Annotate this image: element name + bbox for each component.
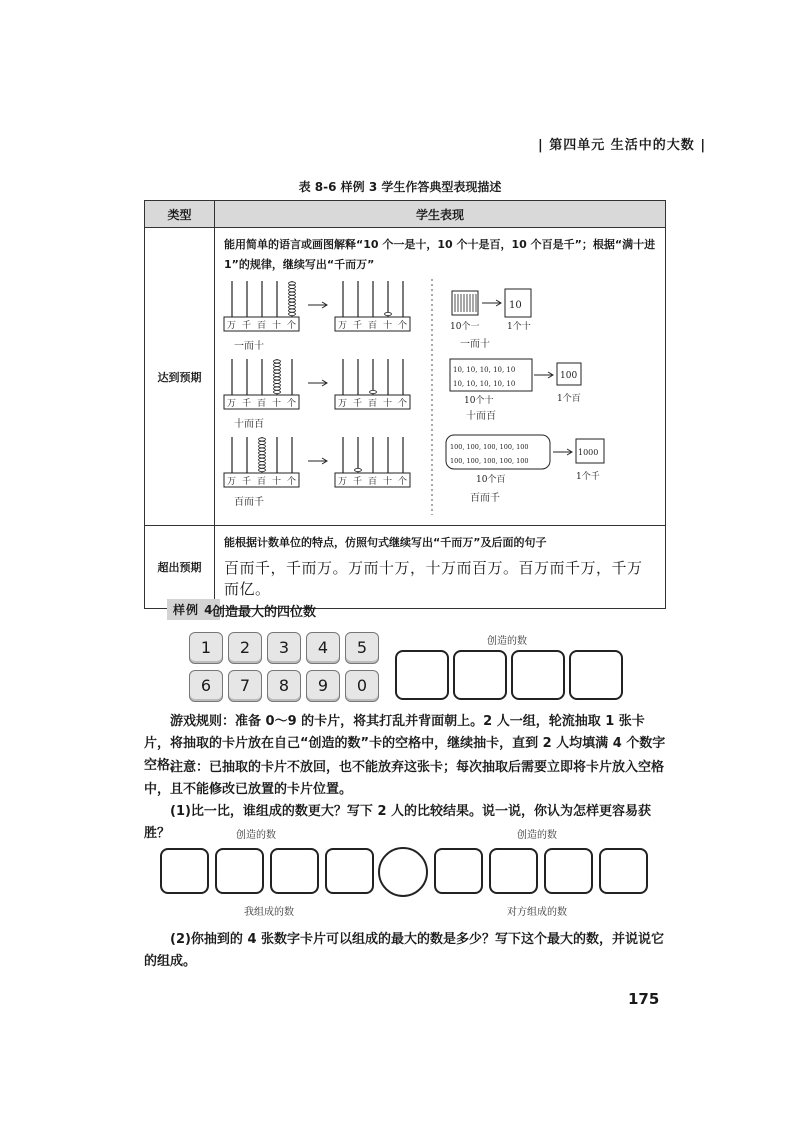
example-tag: 样例 4 (167, 599, 220, 620)
row-type-meets: 达到预期 (145, 228, 215, 526)
row-type-exceeds: 超出预期 (145, 526, 215, 609)
right-top-label: 创造的数 (517, 830, 557, 841)
number-card: 0 (345, 670, 379, 702)
number-card: 3 (267, 632, 301, 664)
abacus-before-place-label: 百 (257, 399, 267, 409)
my-digit-slot (325, 848, 374, 894)
digit-slot (395, 650, 449, 700)
question-1: (1)比一比，谁组成的数更大？写下 2 人的比较结果。说一说，你认为怎样更容易获胜？ (144, 804, 652, 841)
left-top-label: 创造的数 (236, 830, 276, 841)
number-card: 7 (228, 670, 262, 702)
table-row (145, 526, 666, 609)
abacus-after-place-label: 千 (353, 321, 363, 331)
abacus-before-bead (274, 370, 281, 373)
abacus-before-bead (289, 306, 296, 309)
abacus-before-bead (274, 390, 281, 393)
number-card: 5 (345, 632, 379, 664)
student-sketch (216, 279, 664, 524)
abacus-after-place-label: 百 (368, 477, 378, 487)
number-card: 8 (267, 670, 301, 702)
abacus-before-place-label: 十 (272, 399, 282, 409)
abacus-before-place-label: 千 (242, 477, 252, 487)
abacus-before-place-label: 个 (287, 399, 297, 409)
abacus-before-bead (259, 465, 266, 468)
abacus-before-place-label: 万 (227, 321, 237, 331)
abacus-before-bead (259, 445, 266, 448)
abacus-before-bead (259, 438, 266, 441)
abacus-before-place-label: 个 (287, 321, 297, 331)
abacus-after-place-label: 千 (353, 477, 363, 487)
header-type: 类型 (145, 201, 215, 228)
abacus-before-bead (274, 367, 281, 370)
abacus-after-place-label: 万 (338, 477, 348, 487)
abacus-before-bead (259, 458, 266, 461)
running-header: | 第四单元 生活中的大数 | (538, 138, 707, 153)
abacus-after-place-label: 个 (398, 399, 408, 409)
opponent-digit-slot (434, 848, 483, 894)
my-digit-slot (160, 848, 209, 894)
abacus-after-place-label: 千 (353, 399, 363, 409)
digit-slot (511, 650, 565, 700)
performance-table (144, 200, 666, 609)
abacus-after-bead (355, 468, 362, 471)
number-card: 9 (306, 670, 340, 702)
tens-row: 10, 10, 10, 10, 10 (453, 366, 516, 374)
row-description: 能根据计数单位的特点，仿照句式继续写出“千而万”及后面的句子 (224, 536, 547, 549)
number-card: 4 (306, 632, 340, 664)
my-digit-slot (270, 848, 319, 894)
game-rules: 游戏规则：准备 0～9 的卡片，将其打乱并背面朝上。2 人一组，轮流抽取 1 张卡片，将抽取的卡片放在自己“创造的数”卡的空格中，继续抽卡，直到 2 人均填满 4 个数字空格。 (144, 714, 666, 773)
abacus-before-bead (274, 373, 281, 376)
abacus-after-place-label: 个 (398, 477, 408, 487)
count-label: 10个百 (476, 475, 506, 485)
game-note: 注意：已抽取的卡片不放回，也不能放弃这张卡；每次抽取后需要立即将卡片放入空格中，且不能修改已放置的卡片位置。 (144, 760, 665, 797)
digit-slot (453, 650, 507, 700)
abacus-after-place-label: 个 (398, 321, 408, 331)
abacus-before-bead (274, 384, 281, 387)
abacus-before-bead (259, 451, 266, 454)
box-value: 1000 (578, 448, 599, 457)
sketch-caption: 十而百 (466, 411, 496, 422)
abacus-after-place-label: 十 (383, 477, 393, 487)
abacus-after-place-label: 百 (368, 399, 378, 409)
abacus-before-bead (259, 462, 266, 465)
count-label: 1个十 (507, 322, 531, 332)
abacus-before-place-label: 万 (227, 477, 237, 487)
abacus-after-place-label: 百 (368, 321, 378, 331)
opponent-digit-slot (489, 848, 538, 894)
abacus-before-bead (259, 455, 266, 458)
count-label: 10个一 (450, 322, 480, 332)
abacus-before-bead (289, 302, 296, 305)
sketch-caption: 一而十 (460, 339, 490, 350)
question-2: (2)你抽到的 4 张数字卡片可以组成的最大的数是多少？写下这个最大的数，并说说它的组成。 (144, 932, 665, 969)
row-content-exceeds (215, 526, 666, 609)
number-card: 2 (228, 632, 262, 664)
hundreds-row: 100, 100, 100, 100, 100 (450, 443, 529, 451)
number-card: 1 (189, 632, 223, 664)
abacus-after-place-label: 万 (338, 399, 348, 409)
abacus-before-bead (289, 292, 296, 295)
sketch-caption: 百而千 (234, 497, 264, 508)
abacus-before-bead (289, 299, 296, 302)
stick-bundle (452, 291, 478, 315)
abacus-before-place-label: 千 (242, 321, 252, 331)
sketch-caption: 十而百 (234, 419, 264, 430)
sketch-caption: 百而千 (470, 493, 500, 504)
tens-row: 10, 10, 10, 10, 10 (453, 380, 516, 388)
handwritten-sketch (220, 279, 660, 517)
digit-slot (569, 650, 623, 700)
handwritten-answer: 百而千，千而万。万而十万，十万而百万。百万而千万，千万而亿。 (224, 559, 643, 598)
abacus-before-bead (289, 289, 296, 292)
sketch-caption: 一而十 (234, 341, 264, 352)
abacus-before-place-label: 百 (257, 321, 267, 331)
box-value: 100 (560, 371, 578, 381)
opponent-digit-slot (599, 848, 648, 894)
abacus-after-place-label: 十 (383, 399, 393, 409)
page-number: 175 (628, 990, 660, 1008)
abacus-after-place-label: 万 (338, 321, 348, 331)
abacus-before-bead (289, 295, 296, 298)
abacus-before-place-label: 百 (257, 477, 267, 487)
table-caption: 表 8-6 样例 3 学生作答典型表现描述 (298, 180, 502, 194)
abacus-before-bead (259, 448, 266, 451)
abacus-before-place-label: 万 (227, 399, 237, 409)
table-row (145, 228, 666, 526)
my-number-label: 我组成的数 (244, 907, 294, 918)
abacus-before-bead (259, 441, 266, 444)
row-content-meets (215, 228, 666, 526)
abacus-before-place-label: 个 (287, 477, 297, 487)
slots-label: 创造的数 (487, 636, 527, 647)
abacus-after-bead (385, 312, 392, 315)
abacus-after-place-label: 十 (383, 321, 393, 331)
abacus-before-bead (289, 285, 296, 288)
count-label: 1个千 (576, 472, 600, 482)
abacus-after-bead (370, 390, 377, 393)
box-value: 10 (509, 300, 522, 311)
count-label: 1个百 (557, 394, 581, 404)
abacus-before-bead (289, 282, 296, 285)
my-digit-slot (215, 848, 264, 894)
abacus-before-bead (274, 360, 281, 363)
abacus-before-bead (289, 309, 296, 312)
abacus-before-bead (259, 468, 266, 471)
number-card: 6 (189, 670, 223, 702)
header-performance: 学生表现 (215, 201, 666, 228)
abacus-before-place-label: 十 (272, 321, 282, 331)
opponent-digit-slot (544, 848, 593, 894)
abacus-before-bead (274, 377, 281, 380)
table-header-row (145, 201, 666, 228)
comparison-circle (378, 847, 428, 897)
abacus-before-place-label: 十 (272, 477, 282, 487)
row-description: 能用简单的语言或画图解释“10 个一是十，10 个十是百，10 个百是千”；根据“满十进 1”的规律，继续写出“千而万” (224, 238, 656, 271)
abacus-before-bead (274, 387, 281, 390)
hundreds-row: 100, 100, 100, 100, 100 (450, 457, 529, 465)
abacus-before-bead (274, 380, 281, 383)
example-title: 创造最大的四位数 (212, 605, 317, 620)
abacus-before-bead (274, 363, 281, 366)
opponent-number-label: 对方组成的数 (507, 907, 567, 918)
abacus-before-place-label: 千 (242, 399, 252, 409)
count-label: 10个十 (464, 396, 494, 406)
abacus-before-bead (289, 312, 296, 315)
